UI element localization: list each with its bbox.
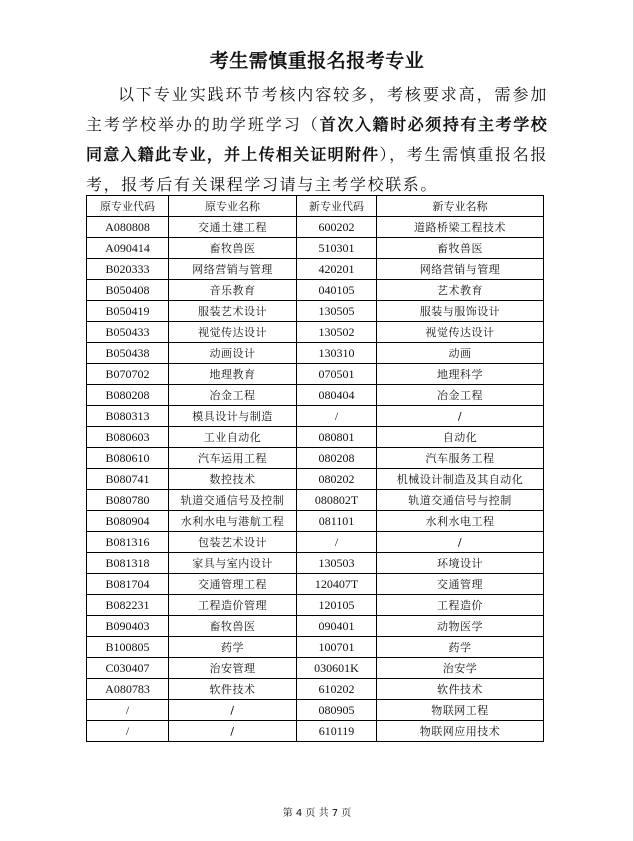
old-name-cell: 音乐教育 (169, 280, 297, 301)
new-code-cell: / (297, 532, 377, 553)
new-code-cell: 120105 (297, 595, 377, 616)
new-code-cell: 081101 (297, 511, 377, 532)
old-code-cell: A080783 (87, 679, 169, 700)
new-name-cell: / (377, 532, 544, 553)
old-code-cell: / (87, 721, 169, 742)
old-code-cell: B080780 (87, 490, 169, 511)
new-code-cell: / (297, 406, 377, 427)
old-name-cell: 网络营销与管理 (169, 259, 297, 280)
old-name-cell: 软件技术 (169, 679, 297, 700)
intro-text-end: ），考生需慎重报名报考，报考后有关课程学习请与主考学校联系。 (86, 145, 548, 194)
header-new-name: 新专业名称 (377, 196, 544, 217)
header-old-code: 原专业代码 (87, 196, 169, 217)
table-row (87, 238, 544, 259)
table-row (87, 574, 544, 595)
new-code-cell: 600202 (297, 217, 377, 238)
table-row (87, 301, 544, 322)
new-code-cell: 130310 (297, 343, 377, 364)
old-name-cell: 药学 (169, 637, 297, 658)
old-name-cell: 交通土建工程 (169, 217, 297, 238)
new-name-cell: 服装与服饰设计 (377, 301, 544, 322)
old-name-cell: 畜牧兽医 (169, 616, 297, 637)
new-code-cell: 130502 (297, 322, 377, 343)
table-row (87, 679, 544, 700)
new-name-cell: 动画 (377, 343, 544, 364)
table-row (87, 532, 544, 553)
new-name-cell: 水利水电工程 (377, 511, 544, 532)
old-code-cell: B070702 (87, 364, 169, 385)
old-name-cell: 家具与室内设计 (169, 553, 297, 574)
old-code-cell: / (87, 700, 169, 721)
old-name-cell: 数控技术 (169, 469, 297, 490)
old-code-cell: B080610 (87, 448, 169, 469)
new-code-cell: 610119 (297, 721, 377, 742)
table-header-row (87, 196, 544, 217)
new-name-cell: 动物医学 (377, 616, 544, 637)
new-code-cell: 080202 (297, 469, 377, 490)
table-row (87, 385, 544, 406)
intro-text-start: 以下专业实践环节考核内容较多，考核要求高，需参加主考学校举办的助学班学习（ (86, 85, 548, 134)
new-code-cell: 100701 (297, 637, 377, 658)
old-code-cell: A090414 (87, 238, 169, 259)
old-code-cell: B050419 (87, 301, 169, 322)
new-name-cell: 治安学 (377, 658, 544, 679)
page-footer: 第 4 页 共 7 页 (282, 808, 352, 819)
table-row (87, 700, 544, 721)
table-row (87, 322, 544, 343)
old-code-cell: B081316 (87, 532, 169, 553)
old-code-cell: B081318 (87, 553, 169, 574)
table-row (87, 490, 544, 511)
new-name-cell: 环境设计 (377, 553, 544, 574)
old-name-cell: 交通管理工程 (169, 574, 297, 595)
table-row (87, 280, 544, 301)
table-row (87, 595, 544, 616)
old-name-cell: / (169, 700, 297, 721)
table-row (87, 448, 544, 469)
old-name-cell: 包装艺术设计 (169, 532, 297, 553)
new-name-cell: 冶金工程 (377, 385, 544, 406)
new-name-cell: 物联网应用技术 (377, 721, 544, 742)
intro-text-emphasis: 首次入籍时必须持有主考学校同意入籍此专业，并上传相关证明附件 (86, 115, 548, 164)
new-code-cell: 080802T (297, 490, 377, 511)
new-name-cell: 交通管理 (377, 574, 544, 595)
old-name-cell: 模具设计与制造 (169, 406, 297, 427)
table-row (87, 469, 544, 490)
old-name-cell: 畜牧兽医 (169, 238, 297, 259)
table-row (87, 406, 544, 427)
table-row (87, 259, 544, 280)
page-title: 考生需慎重报名报考专业 (209, 50, 425, 72)
old-code-cell: B050408 (87, 280, 169, 301)
table-row (87, 637, 544, 658)
old-name-cell: / (169, 721, 297, 742)
new-name-cell: 药学 (377, 637, 544, 658)
old-code-cell: B090403 (87, 616, 169, 637)
new-name-cell: 软件技术 (377, 679, 544, 700)
old-code-cell: C030407 (87, 658, 169, 679)
table-row (87, 658, 544, 679)
old-name-cell: 地理教育 (169, 364, 297, 385)
intro-paragraph (86, 80, 548, 200)
new-name-cell: 物联网工程 (377, 700, 544, 721)
old-name-cell: 动画设计 (169, 343, 297, 364)
old-code-cell: B080603 (87, 427, 169, 448)
table-row (87, 721, 544, 742)
new-name-cell: 轨道交通信号与控制 (377, 490, 544, 511)
new-code-cell: 610202 (297, 679, 377, 700)
new-code-cell: 120407T (297, 574, 377, 595)
new-code-cell: 510301 (297, 238, 377, 259)
major-mapping-table (86, 195, 544, 742)
header-old-name: 原专业名称 (169, 196, 297, 217)
table-row (87, 616, 544, 637)
table-row (87, 343, 544, 364)
new-code-cell: 130503 (297, 553, 377, 574)
old-name-cell: 轨道交通信号及控制 (169, 490, 297, 511)
new-name-cell: 地理科学 (377, 364, 544, 385)
old-name-cell: 视觉传达设计 (169, 322, 297, 343)
new-code-cell: 080208 (297, 448, 377, 469)
old-name-cell: 治安管理 (169, 658, 297, 679)
table-row (87, 427, 544, 448)
old-code-cell: B080904 (87, 511, 169, 532)
new-code-cell: 080905 (297, 700, 377, 721)
new-name-cell: 视觉传达设计 (377, 322, 544, 343)
new-name-cell: 自动化 (377, 427, 544, 448)
old-name-cell: 汽车运用工程 (169, 448, 297, 469)
header-new-code: 新专业代码 (297, 196, 377, 217)
table-body (87, 217, 544, 742)
new-code-cell: 130505 (297, 301, 377, 322)
old-name-cell: 服装艺术设计 (169, 301, 297, 322)
new-name-cell: 机械设计制造及其自动化 (377, 469, 544, 490)
new-code-cell: 090401 (297, 616, 377, 637)
old-code-cell: B080208 (87, 385, 169, 406)
old-name-cell: 工业自动化 (169, 427, 297, 448)
new-code-cell: 030601K (297, 658, 377, 679)
old-code-cell: B082231 (87, 595, 169, 616)
new-name-cell: 畜牧兽医 (377, 238, 544, 259)
old-code-cell: A080808 (87, 217, 169, 238)
new-code-cell: 420201 (297, 259, 377, 280)
new-name-cell: 工程造价 (377, 595, 544, 616)
table-row (87, 553, 544, 574)
old-name-cell: 水利水电与港航工程 (169, 511, 297, 532)
new-code-cell: 040105 (297, 280, 377, 301)
new-name-cell: 道路桥梁工程技术 (377, 217, 544, 238)
new-name-cell: / (377, 406, 544, 427)
new-name-cell: 汽车服务工程 (377, 448, 544, 469)
old-code-cell: B050433 (87, 322, 169, 343)
old-code-cell: B020333 (87, 259, 169, 280)
old-code-cell: B100805 (87, 637, 169, 658)
new-code-cell: 070501 (297, 364, 377, 385)
new-name-cell: 网络营销与管理 (377, 259, 544, 280)
new-code-cell: 080801 (297, 427, 377, 448)
old-name-cell: 工程造价管理 (169, 595, 297, 616)
new-code-cell: 080404 (297, 385, 377, 406)
old-code-cell: B080313 (87, 406, 169, 427)
old-code-cell: B081704 (87, 574, 169, 595)
table-row (87, 217, 544, 238)
old-name-cell: 冶金工程 (169, 385, 297, 406)
old-code-cell: B080741 (87, 469, 169, 490)
table-row (87, 511, 544, 532)
table-row (87, 364, 544, 385)
new-name-cell: 艺术教育 (377, 280, 544, 301)
old-code-cell: B050438 (87, 343, 169, 364)
